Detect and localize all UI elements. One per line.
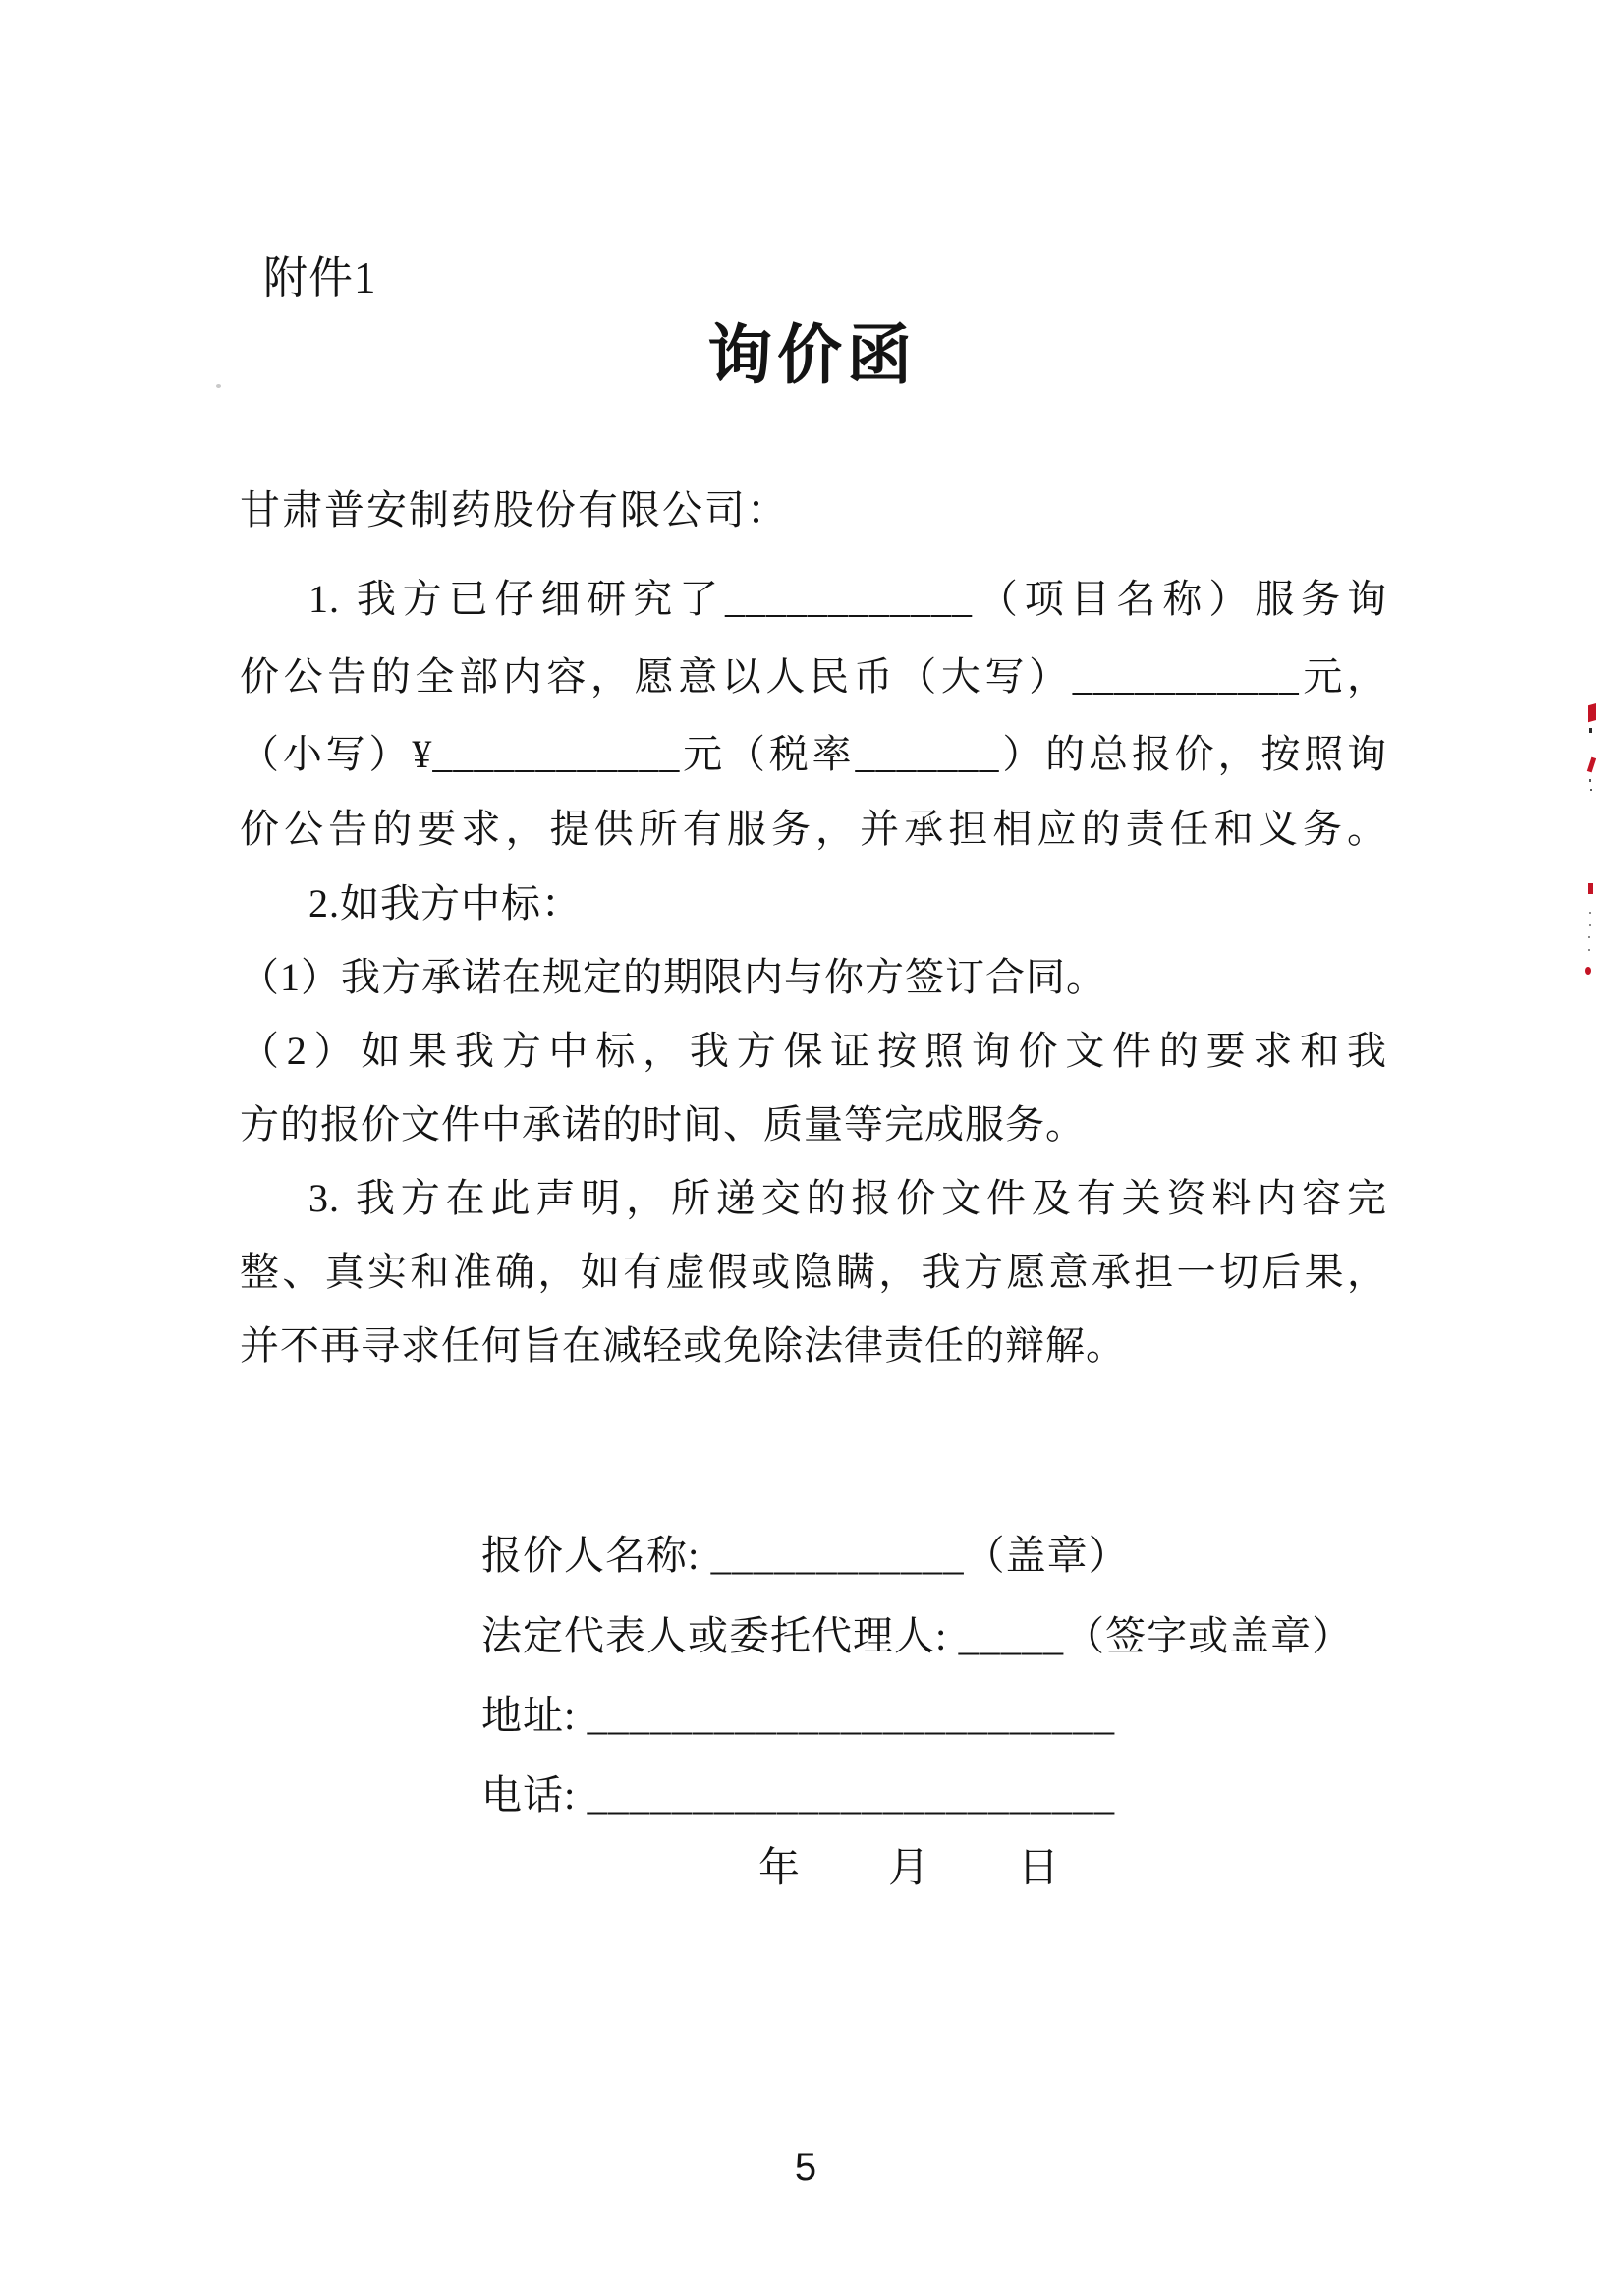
body-line-9: 3. 我方在此声明，所递交的报价文件及有关资料内容完 — [308, 1176, 1387, 1220]
date-line: 年 月 日 — [758, 1846, 1062, 1891]
body-line-11: 并不再寻求任何旨在减轻或免除法律责任的辩解。 — [240, 1323, 1126, 1368]
gray-speck-4 — [1588, 949, 1590, 951]
body-line-4: 价公告的要求，提供所有服务，并承担相应的责任和义务。 — [240, 807, 1387, 851]
red-edge-mark-4 — [1585, 967, 1591, 975]
body-line-5: 2.如我方中标： — [308, 881, 582, 925]
page-title: 询价函 — [707, 320, 917, 392]
body-line-7: （2）如果我方中标，我方保证按照询价文件的要求和我 — [240, 1029, 1387, 1073]
body-line-10: 整、真实和准确，如有虚假或隐瞒，我方愿意承担一切后果， — [240, 1250, 1387, 1294]
attachment-label: 附件1 — [263, 253, 377, 303]
signature-line-representative: 法定代表人或委托代理人: _____（签字或盖章） — [481, 1613, 1354, 1658]
signature-line-address: 地址: _________________________ — [481, 1693, 1116, 1738]
black-speck-2 — [1589, 779, 1591, 782]
gray-speck-2 — [1589, 924, 1591, 926]
body-line-8: 方的报价文件中承诺的时间、质量等完成服务。 — [240, 1102, 1086, 1147]
black-speck-3 — [1590, 789, 1592, 791]
body-line-3: （小写）¥____________元（税率_______）的总报价，按照询 — [240, 732, 1387, 776]
body-line-1: 1. 我方已仔细研究了____________（项目名称）服务询 — [308, 577, 1387, 621]
salutation: 甘肃普安制药股份有限公司： — [240, 487, 789, 532]
black-speck-1 — [1589, 728, 1592, 733]
page-number: 5 — [794, 2146, 817, 2189]
red-edge-mark-2 — [1587, 757, 1596, 773]
body-line-6: （1）我方承诺在规定的期限内与你方签订合同。 — [240, 955, 1106, 999]
body-line-2: 价公告的全部内容，愿意以人民币（大写）___________元， — [240, 654, 1387, 699]
red-edge-mark-3 — [1588, 883, 1593, 894]
signature-line-phone: 电话: _________________________ — [481, 1772, 1116, 1818]
gray-speck-3 — [1588, 936, 1590, 938]
gray-speck-1 — [1589, 912, 1591, 914]
signature-line-bidder-name: 报价人名称: ____________（盖章） — [481, 1533, 1130, 1578]
red-edge-mark-1 — [1588, 703, 1596, 722]
title-speck — [216, 384, 221, 388]
